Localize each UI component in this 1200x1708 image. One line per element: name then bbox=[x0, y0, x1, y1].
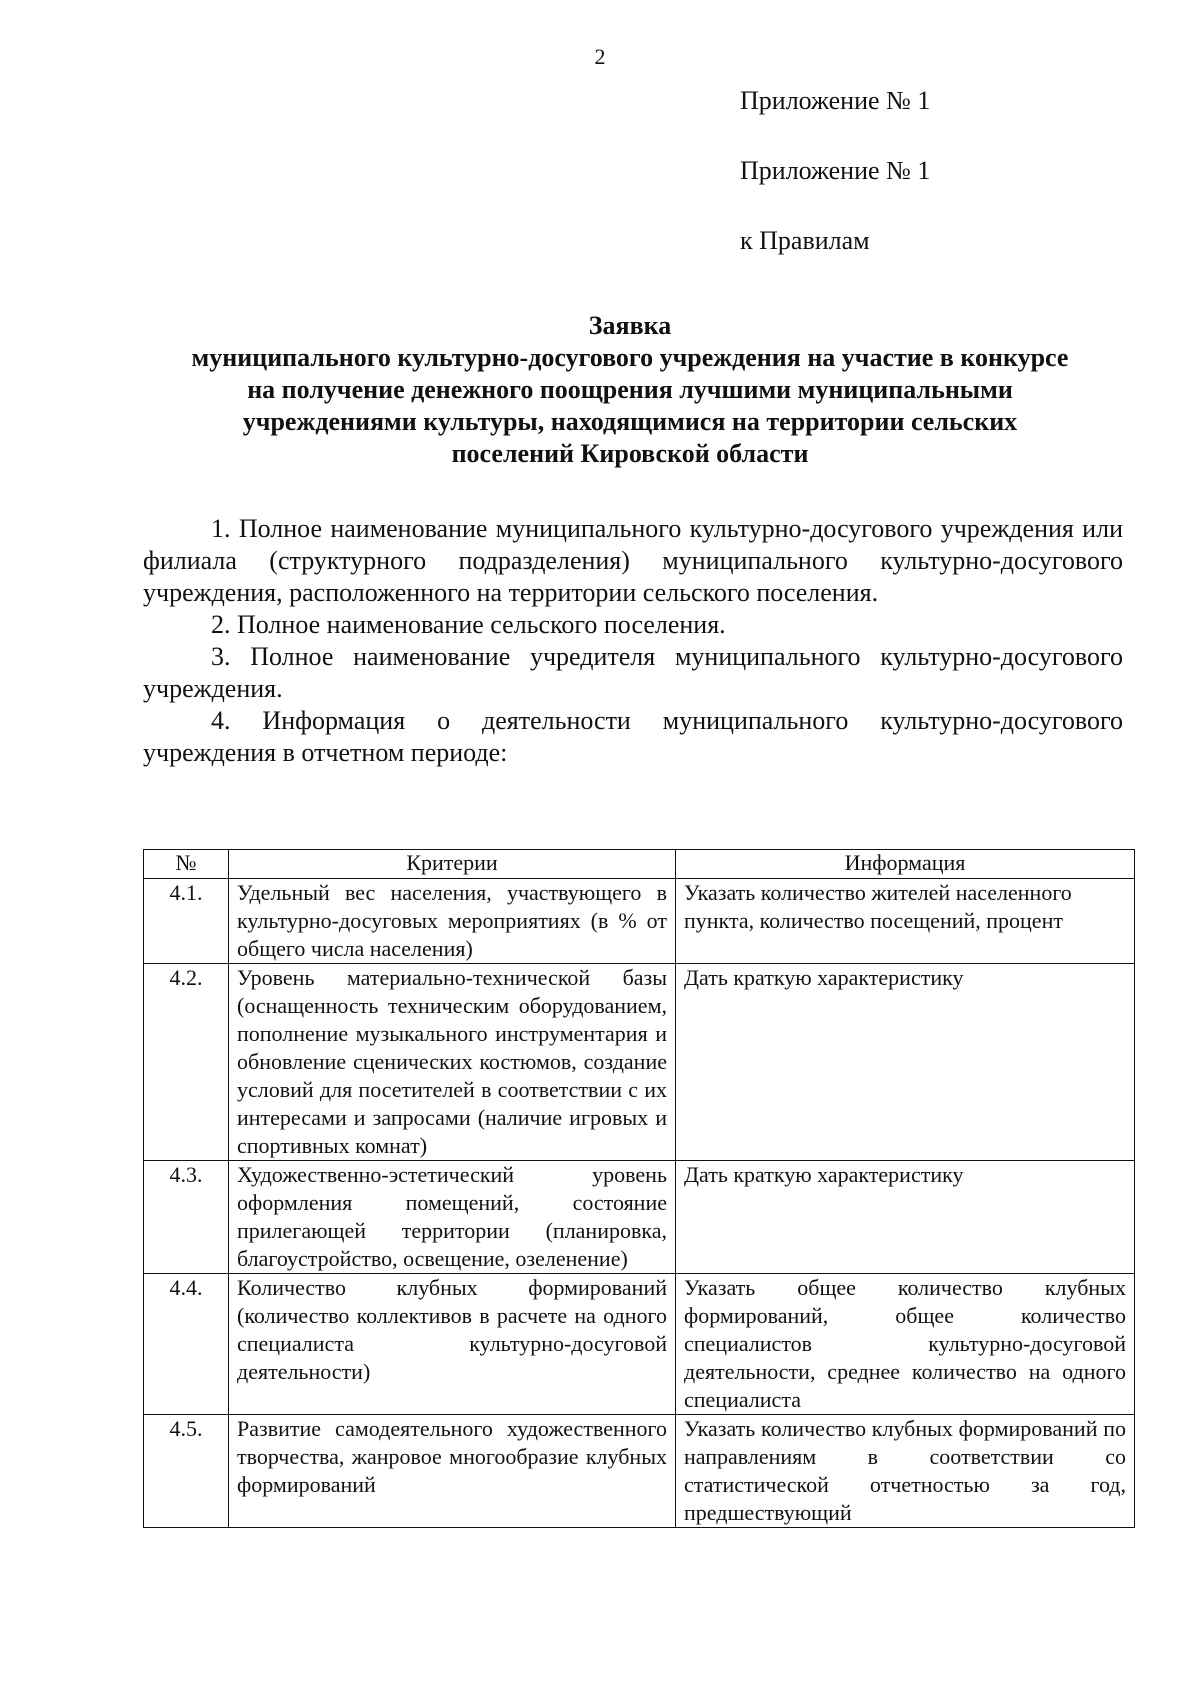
row-number: 4.4. bbox=[144, 1274, 229, 1415]
row-information: Указать общее количество клубных формирований, общее количество специалистов культурно-досуговой деятельности, среднее количество на одного специалиста bbox=[676, 1274, 1135, 1415]
item-paragraph: 2. Полное наименование сельского поселения. bbox=[211, 610, 726, 639]
row-information: Дать краткую характеристику bbox=[676, 964, 1135, 1161]
item-paragraph: 3. Полное наименование учредителя муниципального культурно-досугового учреждения. bbox=[143, 642, 1123, 703]
row-number: 4.1. bbox=[144, 879, 229, 964]
row-information: Дать краткую характеристику bbox=[676, 1161, 1135, 1274]
item-paragraph: 1. Полное наименование муниципального культурно-досугового учреждения или филиала (структурного подразделения) муниципального культурно-досугового учреждения, расположенного на территории сельского поселения. bbox=[143, 514, 1123, 607]
table-row bbox=[144, 879, 1135, 964]
table-row bbox=[144, 1415, 1135, 1528]
row-information: Указать количество клубных формирований по направлениям в соответствии со статистической отчетностью за год, предшествующий bbox=[676, 1415, 1135, 1528]
title-line: муниципального культурно-досугового учреждения на участие в конкурсе bbox=[191, 343, 1069, 372]
row-number: 4.3. bbox=[144, 1161, 229, 1274]
title-line: поселений Кировской области bbox=[451, 439, 809, 468]
table-row bbox=[144, 964, 1135, 1161]
column-header-number: № bbox=[144, 850, 229, 879]
table-row bbox=[144, 1161, 1135, 1274]
row-criteria: Художественно-эстетический уровень оформления помещений, состояние прилегающей территории (планировка, благоустройство, освещение, озеленение) bbox=[229, 1161, 676, 1274]
application-items bbox=[143, 513, 1123, 769]
title-heading: Заявка bbox=[588, 311, 672, 340]
row-criteria: Количество клубных формирований (количество коллективов в расчете на одного специалиста культурно-досуговой деятельности) bbox=[229, 1274, 676, 1415]
table-header-row bbox=[144, 850, 1135, 879]
appendix-label: Приложение № 1 bbox=[740, 86, 931, 115]
row-criteria: Удельный вес населения, участвующего в культурно-досуговых мероприятиях (в % от общего числа населения) bbox=[229, 879, 676, 964]
column-header-criteria: Критерии bbox=[229, 850, 676, 879]
column-header-information: Информация bbox=[676, 850, 1135, 879]
row-criteria: Уровень материально-технической базы (оснащенность техническим оборудованием, пополнение музыкального инструментария и обновление сценических костюмов, создание условий для посетителей в соответствии с их интересами и запросами (наличие игровых и спортивных комнат) bbox=[229, 964, 676, 1161]
title-line: на получение денежного поощрения лучшими муниципальными bbox=[247, 375, 1013, 404]
item-paragraph: 4. Информация о деятельности муниципального культурно-досугового учреждения в отчетном периоде: bbox=[143, 706, 1123, 767]
row-criteria: Развитие самодеятельного художественного творчества, жанровое многообразие клубных формирований bbox=[229, 1415, 676, 1528]
title-line: учреждениями культуры, находящимися на территории сельских bbox=[242, 407, 1018, 436]
appendix-rules-reference: к Правилам bbox=[740, 226, 870, 255]
row-number: 4.2. bbox=[144, 964, 229, 1161]
table-row bbox=[144, 1274, 1135, 1415]
row-number: 4.5. bbox=[144, 1415, 229, 1528]
page-number: 2 bbox=[594, 44, 606, 69]
row-information: Указать количество жителей населенного пункта, количество посещений, процент bbox=[676, 879, 1135, 964]
document-title bbox=[100, 310, 1160, 470]
appendix-label-repeat: Приложение № 1 bbox=[740, 156, 931, 185]
criteria-table bbox=[143, 849, 1135, 1528]
